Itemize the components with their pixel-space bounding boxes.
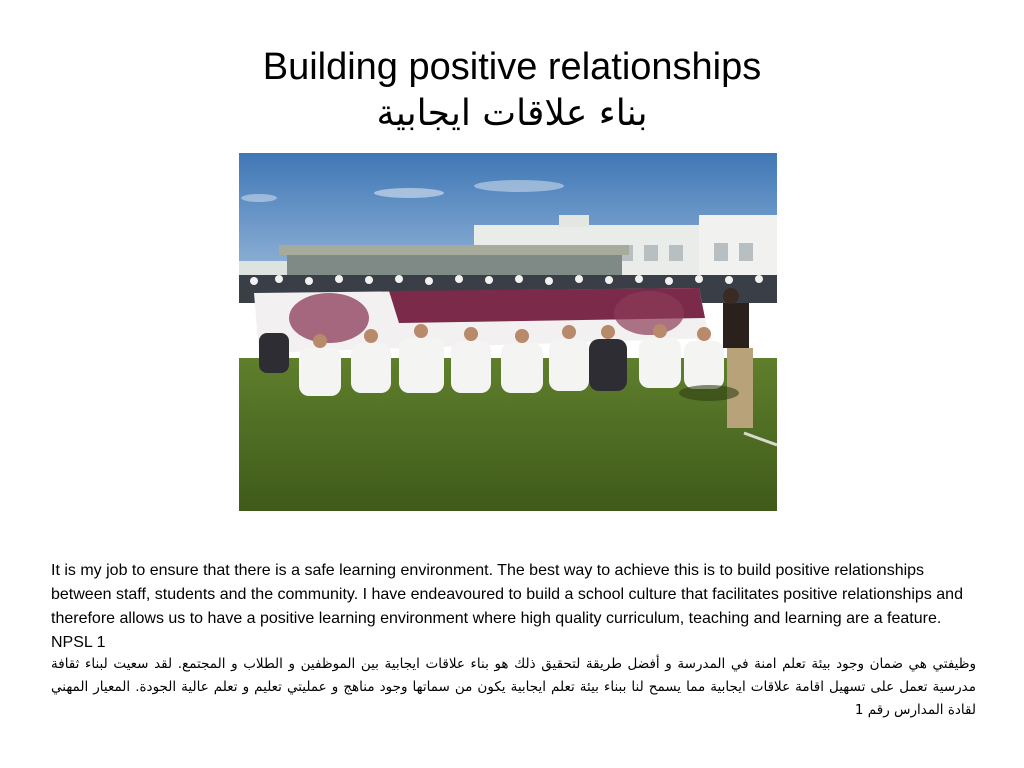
group-photo-image (239, 153, 777, 511)
body-text-english: It is my job to ensure that there is a safe learning environment. The best way to achieve this is to build positive relationships between staff, students and the community. I have endeavoured to build a school culture that facilitates positive relationships and therefore allows us to have a positive learning environment where high quality curriculum, teaching and learning are a feature. NPSL 1 (51, 562, 963, 651)
slide-title-arabic: بناء علاقات ايجابية (376, 93, 648, 134)
slide-title: Building positive relationships (262, 46, 762, 88)
body-text-arabic: وظيفتي هي ضمان وجود بيئة تعلم امنة في المدرسة و أفضل طريقة لتحقيق ذلك هو بناء علاقات ايجابية بين الموظفين و الطلاب و المجتمع. لقد سعيت لبناء ثقافة مدرسية تعمل على تسهيل اقامة علاقات ايجابية مما يسمح لنا ببناء بيئة تعلم ايجابية يكون من سماتها وجود مناهج و عمليتي تعليم و تعلم عالية الجودة. المعيار المهني لقادة المدارس رقم 1 (51, 656, 976, 718)
group-photo (239, 153, 777, 511)
